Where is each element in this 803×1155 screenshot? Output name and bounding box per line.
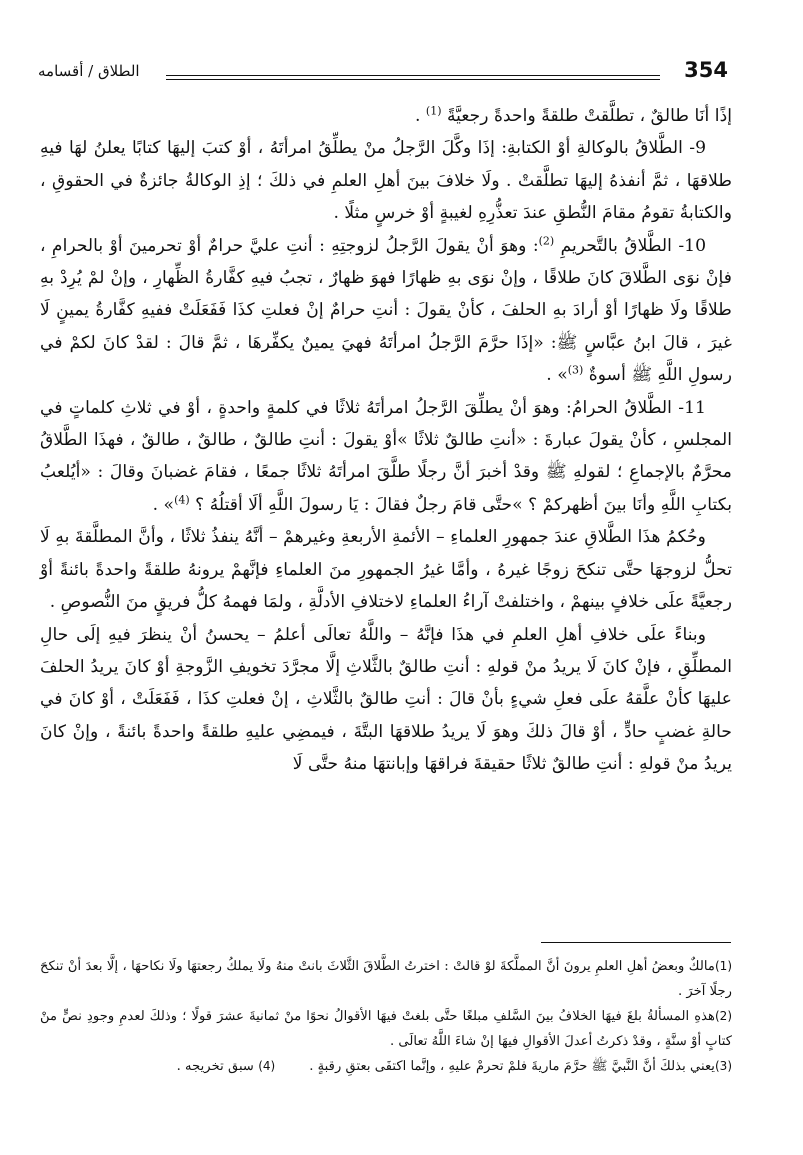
paragraph-intro [40,100,732,132]
header-double-rule [166,75,660,80]
main-text [40,100,732,781]
footnote-ref-4: (4) [174,493,190,507]
footnote-ref-1: (1) [425,104,442,118]
paragraph-text: 9- الطَّلاقُ بالوكالةِ أوْ الكتابةِ: إذَا وكَّلَ الرَّجلُ منْ يطلِّقُ امرأتَهُ ، أوْ كتبَ إليهَا كتابًا يعلنُ لهَا فيهِ طلاقهَا ، ثمَّ أنفذهُ إليهَا تطلَّقتْ . ولَا خلافَ بينَ أهلِ العلمِ في ذلكَ ؛ إذِ الوكالةُ جائزةٌ في الحقوقِ ، والكتابةُ تقومُ مقامَ النُّطقِ عندَ تعذُّرِهِ لغيبةٍ أوْ خرسٍ مثلًا . [40,138,732,224]
footnote-2 [40,1004,732,1054]
paragraph-end: » . [546,365,568,386]
paragraph-text: وحُكمُ هذَا الطَّلاقِ عندَ جمهورِ العلماءِ – الأئمةِ الأربعةِ وغيرهمْ – أنَّهُ ينفذُ ثلاثًا ، وأنَّ المطلَّقةَ بهِ لَا تحلُّ لزوجهَا حتَّى تنكحَ زوجًا غيرهُ ، وأمَّا غيرُ الجمهورِ منَ العلماءِ فإنَّهمْ يرونهُ طلقةً واحدةً بائنةً أوْ رجعيَّةً علَى خلافٍ بينهمْ ، واختلفتْ آراءُ العلماءِ لاختلافِ الأدلَّةِ ، ولمَا فهمهُ كلُّ فريقٍ منَ النُّصوصِ . [40,527,732,613]
footnotes [40,954,732,1080]
section-title: الطلاق / أقسامه [38,62,140,80]
paragraph-end: . [414,106,421,126]
footnote-text: هذهِ المسألةُ بلغَ فيهَا الخلافُ بينَ السَّلفِ مبلغًا حتَّى بلغتْ فيهَا الأقوالُ نحوًا منْ ثمانيةَ عشرَ قولًا ؛ وذلكَ لعدمِ وجودِ نصٍّ منْ كتابٍ أوْ سنَّةٍ ، وقدْ ذكرتُ أعدلَ الأقوالِ فيهَا إنْ شاءَ اللَّهُ تعالَى . [40,1009,732,1049]
paragraph-text: 11- الطَّلاقُ الحرامُ: وهوَ أنْ يطلِّقَ الرَّجلُ امرأتَهُ ثلاثًا في كلمةٍ واحدةٍ ، أوْ في ثلاثِ كلماتٍ في المجلسِ ، كأنْ يقولَ عبارةَ : «أنتِ طالقٌ ثلاثًا »أوْ يقولَ : أنتِ طالقٌ ، طالقٌ ، طالقٌ ، فهذَا الطَّلاقُ محرَّمٌ بالإجماعِ ؛ لقولهِ ﷺ وقدْ أخبرَ أنَّ رجلًا طلَّقَ امرأتَهُ ثلاثًا جمعًا ، فقامَ غضبانَ وقالَ : «أيُلعبُ بكتابِ اللَّهِ وأنَا بينَ أظهركمْ ؟ »حتَّى قامَ رجلٌ فقالَ : يَا رسولَ اللَّهِ ألَا أقتلُهُ ؟ [40,397,732,515]
paragraph-end: » . [152,494,175,515]
paragraph-ruling [40,521,732,618]
paragraph-text: 10- الطَّلاقُ بالتَّحريمِ [560,235,707,256]
footnote-3-4 [40,1054,732,1080]
footnote-number: (3) [714,1059,732,1073]
footnote-ref-3: (3) [567,363,584,377]
footnote-ref-2: (2) [538,233,555,247]
footnote-text: مالكٌ وبعضُ أهلِ العلمِ يرونَ أنَّ المملَّكةَ لوْ قالتْ : اخترتُ الطَّلاقَ الثَّلاثَ بانتْ منهُ ولَا يملكُ رجعتهَا ولَا نكاحهَا ، إلَّا بعدَ أنْ تنكحَ رجلًا آخرَ . [40,959,732,999]
footnote-text: يعني بذلكَ أنَّ النَّبيَّ ﷺ حرَّمَ ماريةَ فلمْ تحرمْ عليهِ ، وإنَّما اكتفَى بعتقِ رقبةٍ . [309,1059,715,1074]
footnote-separator [541,942,731,943]
paragraph-text: وبناءً علَى خلافِ أهلِ العلمِ في هذَا فإنَّهُ – واللَّهُ تعالَى أعلمُ – يحسنُ أنْ ينظرَ فيهِ إلَى حالِ المطلِّقِ ، فإنْ كانَ لَا يريدُ منْ قولهِ : أنتِ طالقٌ بالثَّلاثِ إلَّا مجرَّدَ تخويفِ الزَّوجةِ أوْ كانَ يريدُ الحلفَ عليهَا كأنْ علَّقهُ علَى فعلِ شيءٍ بأنْ قالَ : أنتِ طالقٌ بالثَّلاثِ ، إنْ فعلتِ كذَا ، فَفَعَلَتْ ، أوْ كانَ في حالةِ غضبٍ حادٍّ ، أوْ قالَ ذلكَ وهوَ لَا يريدُ طلاقهَا البتَّةَ ، فيمضِي عليهِ طلقةً واحدةً بائنةً ، وإنْ كانَ يريدُ منْ قولهِ : أنتِ طالقٌ ثلاثًا حقيقةَ فراقهَا وإبانتهَا منهُ حتَّى لَا [40,624,732,775]
footnote-1 [40,954,732,1004]
footnote-number: (4) [258,1059,276,1073]
paragraph-conclusion [40,619,732,781]
paragraph-divorce-by-prohibition [40,230,732,392]
footnote-number: (2) [714,1009,732,1023]
running-header [38,58,728,92]
footnote-text: سبق تخريجه . [176,1059,254,1074]
paragraph-divorce-by-proxy [40,132,732,229]
footnote-number: (1) [714,959,732,973]
paragraph-text: إذًا أنَا طالقٌ ، تطلَّقتْ طلقةً واحدةً رجعيَّةً [446,106,732,126]
page-number: 354 [684,58,728,82]
paragraph-text: : وهوَ أنْ يقولَ الرَّجلُ لزوجتِهِ : أنتِ عليَّ حرامٌ أوْ تحرمينَ أوْ بالحرامِ ، فإنْ نوَى الطَّلاقَ كانَ طلاقًا ، وإنْ نوَى بهِ ظهارًا فهوَ ظهارٌ ، تجبُ فيهِ كفَّارةُ الظِّهارِ ، وإنْ لمْ يُرِدْ بهِ طلاقًا ولَا ظهارًا أوْ أرادَ بهِ الحلفَ ، كأنْ يقولَ : أنتِ حرامٌ إنْ فعلتِ كذَا فَفَعَلَتْ ففيهِ كفَّارةُ يمينٍ لَا غيرَ ، قالَ ابنُ عبَّاسٍ ﷺ: «إذَا حرَّمَ الرَّجلُ امرأتَهُ فهيَ يمينٌ يكفِّرهَا ، ثمَّ قالَ : لقدْ كانَ لكمْ في رسولِ اللَّهِ ﷺ أسوةٌ [40,235,732,386]
paragraph-forbidden-divorce [40,392,732,522]
